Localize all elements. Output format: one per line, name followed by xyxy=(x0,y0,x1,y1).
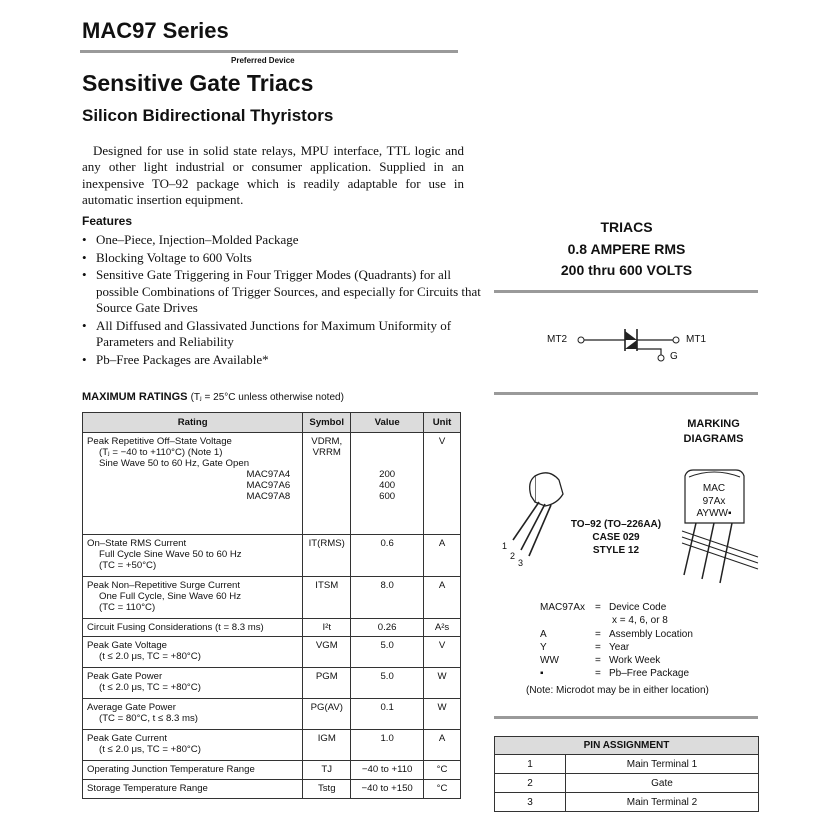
ratings-header-row xyxy=(83,413,461,433)
unit-cell: A²s xyxy=(424,619,461,637)
rating-name: Peak Non–Repetitive Surge Current xyxy=(87,580,241,591)
features-list xyxy=(82,232,487,369)
value-cell xyxy=(351,433,424,535)
unit-cell: W xyxy=(424,699,461,730)
pin-assignment-table xyxy=(494,736,759,812)
legend-desc: Year xyxy=(609,641,630,653)
legend-desc: x = 4, 6, or 8 xyxy=(612,615,668,627)
intro-paragraph: Designed for use in solid state relays, MPU interface, TTL logic and any other light industrial or consumer application. Supplied in an inexpensive TO–92 package which is readily adaptable for use in automatic insertion equipment. xyxy=(82,143,464,208)
feature-item: • Pb–Free Packages are Available* xyxy=(82,352,487,369)
unit-cell: °C xyxy=(424,780,461,799)
symbol-cell: PG(AV) xyxy=(303,699,351,730)
table-row xyxy=(83,668,461,699)
pin-name: Gate xyxy=(566,774,759,793)
pin-number: 1 xyxy=(495,755,566,774)
model-name: MAC97A6 xyxy=(246,480,291,491)
right-rule xyxy=(494,290,758,293)
legend-row: A = Assembly Location xyxy=(540,628,693,640)
triacs-line: 200 thru 600 VOLTS xyxy=(560,262,693,278)
legend-desc: Assembly Location xyxy=(609,628,693,640)
microdot-note: (Note: Microdot may be in either location) xyxy=(526,685,709,696)
legend-key: A xyxy=(540,628,547,640)
legend-row xyxy=(540,614,693,627)
legend-desc: Work Week xyxy=(609,655,661,667)
package-line: STYLE 12 xyxy=(592,545,640,556)
preferred-device-label: Preferred Device xyxy=(231,56,295,65)
rating-name: Peak Repetitive Off–State Voltage xyxy=(87,436,232,447)
legend-key: ▪ xyxy=(540,668,544,680)
marking-heading-line: DIAGRAMS xyxy=(683,433,744,445)
legend-key: WW xyxy=(540,655,559,667)
pin-number-label: 3 xyxy=(518,558,524,568)
pin-number-label: 1 xyxy=(502,541,508,551)
legend-desc: Device Code xyxy=(609,602,667,613)
pin-number: 2 xyxy=(495,774,566,793)
rating-condition: (TC = 110°C) xyxy=(99,602,156,613)
header-rule xyxy=(80,50,458,53)
package-info xyxy=(560,518,672,557)
legend-row: MAC97Ax = Device Code xyxy=(540,602,667,613)
rating-name: Peak Gate Voltage xyxy=(87,640,168,651)
value-cell: −40 to +110 xyxy=(351,761,424,780)
value-cell: 0.26 xyxy=(351,619,424,637)
rating-cell xyxy=(83,577,303,619)
symbol-cell: ITSM xyxy=(303,577,351,619)
table-row xyxy=(83,699,461,730)
rating-condition: (t ≤ 2.0 μs, TC = +80°C) xyxy=(99,682,201,693)
to92-package-icon xyxy=(505,468,567,560)
feature-item: • One–Piece, Injection–Molded Package xyxy=(82,232,487,249)
rating-name: Peak Gate Current xyxy=(87,733,167,744)
model-name: MAC97A8 xyxy=(246,491,291,502)
table-row xyxy=(83,780,461,799)
legend-key: MAC97Ax xyxy=(540,602,586,613)
table-row xyxy=(83,730,461,761)
ratings-heading xyxy=(82,391,344,403)
value-text: 200 xyxy=(379,469,396,480)
right-rule xyxy=(494,392,758,395)
series-title: MAC97 Series xyxy=(82,18,229,43)
rating-name: Average Gate Power xyxy=(87,702,176,713)
model-name: MAC97A4 xyxy=(246,469,291,480)
rating-name: On–State RMS Current xyxy=(87,538,187,549)
features-heading: Features xyxy=(82,214,133,228)
ratings-table xyxy=(82,412,461,799)
marking-diagrams-heading xyxy=(676,417,751,447)
pin-number-label: 2 xyxy=(510,551,516,561)
table-row xyxy=(83,637,461,668)
rating-condition: One Full Cycle, Sine Wave 60 Hz xyxy=(99,591,242,602)
page-subtitle: Silicon Bidirectional Thyristors xyxy=(82,106,334,125)
value-text: 400 xyxy=(379,480,396,491)
table-row xyxy=(83,535,461,577)
value-cell: −40 to +150 xyxy=(351,780,424,799)
value-cell: 5.0 xyxy=(351,637,424,668)
chip-line: MAC xyxy=(702,483,726,494)
value-cell: 0.1 xyxy=(351,699,424,730)
col-header-unit: Unit xyxy=(424,413,461,433)
col-header-symbol: Symbol xyxy=(303,413,351,433)
triacs-summary xyxy=(494,217,759,282)
value-cell: 5.0 xyxy=(351,668,424,699)
rating-condition: (Tⱼ = −40 to +110°C) (Note 1) xyxy=(99,447,223,458)
rating-condition: (t ≤ 2.0 μs, TC = +80°C) xyxy=(99,744,201,755)
triacs-line: 0.8 AMPERE RMS xyxy=(567,240,686,257)
ratings-title: MAXIMUM RATINGS xyxy=(82,391,188,403)
unit-cell: A xyxy=(424,730,461,761)
rating-condition: Sine Wave 50 to 60 Hz, Gate Open xyxy=(99,458,250,469)
rating-condition: (TC = 80°C, t ≤ 8.3 ms) xyxy=(99,713,198,724)
pin-number: 3 xyxy=(495,793,566,812)
unit-cell: V xyxy=(424,433,461,535)
pin-name: Main Terminal 1 xyxy=(566,755,759,774)
rating-cell: Storage Temperature Range xyxy=(83,780,303,799)
feature-item: • Sensitive Gate Triggering in Four Trigger Modes (Quadrants) for all possible Combinations of Trigger Sources, and especially for Circuits that Source Gate Drives xyxy=(82,267,487,317)
rating-cell xyxy=(83,637,303,668)
legend-key: Y xyxy=(540,641,547,653)
rating-cell xyxy=(83,699,303,730)
feature-item: • Blocking Voltage to 600 Volts xyxy=(82,250,487,267)
unit-cell: A xyxy=(424,535,461,577)
table-row xyxy=(83,619,461,637)
rating-cell xyxy=(83,535,303,577)
symbol-cell: Tstg xyxy=(303,780,351,799)
rating-condition: Full Cycle Sine Wave 50 to 60 Hz xyxy=(99,549,242,560)
marking-heading-line: MARKING xyxy=(687,418,740,430)
symbol-cell: VGM xyxy=(303,637,351,668)
chip-line: 97Ax xyxy=(702,495,726,507)
symbol-cell: TJ xyxy=(303,761,351,780)
symbol-cell: IGM xyxy=(303,730,351,761)
value-cell: 0.6 xyxy=(351,535,424,577)
package-line: TO–92 (TO–226AA) xyxy=(570,519,662,530)
symbol-text: VDRM, xyxy=(311,436,343,447)
mt1-label: MT1 xyxy=(686,334,706,345)
legend-row: Y = Year xyxy=(540,641,630,653)
rating-cell xyxy=(83,433,303,535)
symbol-text: VRRM xyxy=(312,447,341,458)
symbol-cell: I²t xyxy=(303,619,351,637)
ratings-condition: (Tⱼ = 25°C unless otherwise noted) xyxy=(190,392,344,403)
legend-row: WW = Work Week xyxy=(540,655,661,667)
table-row xyxy=(83,577,461,619)
right-rule xyxy=(494,716,758,719)
rating-cell xyxy=(83,730,303,761)
chip-line: AYWW▪ xyxy=(696,508,732,519)
unit-cell: V xyxy=(424,637,461,668)
table-row xyxy=(495,774,759,793)
value-cell: 8.0 xyxy=(351,577,424,619)
legend-desc: Pb–Free Package xyxy=(609,668,690,680)
feature-item: • All Diffused and Glassivated Junctions for Maximum Uniformity of Parameters and Reliability xyxy=(82,318,487,351)
rating-cell: Circuit Fusing Considerations (t = 8.3 ms) xyxy=(83,619,303,637)
table-row xyxy=(495,793,759,812)
page-title: Sensitive Gate Triacs xyxy=(82,70,314,96)
table-row xyxy=(495,755,759,774)
table-row xyxy=(83,761,461,780)
marking-legend xyxy=(540,601,693,681)
rating-cell xyxy=(83,668,303,699)
unit-cell: W xyxy=(424,668,461,699)
unit-cell: A xyxy=(424,577,461,619)
pin-name: Main Terminal 2 xyxy=(566,793,759,812)
col-header-value: Value xyxy=(351,413,424,433)
rating-condition: (TC = +50°C) xyxy=(99,560,157,571)
symbol-cell: PGM xyxy=(303,668,351,699)
rating-condition: (t ≤ 2.0 μs, TC = +80°C) xyxy=(99,651,201,662)
unit-cell: °C xyxy=(424,761,461,780)
symbol-cell xyxy=(303,433,351,535)
symbol-cell: IT(RMS) xyxy=(303,535,351,577)
triacs-line: TRIACS xyxy=(600,219,653,235)
legend-row: ▪ = Pb–Free Package xyxy=(540,668,690,680)
rating-name: Peak Gate Power xyxy=(87,671,163,682)
pin-assignment-title: PIN ASSIGNMENT xyxy=(495,737,759,755)
rating-cell: Operating Junction Temperature Range xyxy=(83,761,303,780)
value-cell: 1.0 xyxy=(351,730,424,761)
mt2-label: MT2 xyxy=(547,334,567,345)
chip-marking-text xyxy=(685,483,743,521)
gate-label: G xyxy=(670,351,678,362)
table-row xyxy=(83,433,461,535)
package-line: CASE 029 xyxy=(592,532,640,543)
col-header-rating: Rating xyxy=(83,413,303,433)
value-text: 600 xyxy=(379,491,396,502)
